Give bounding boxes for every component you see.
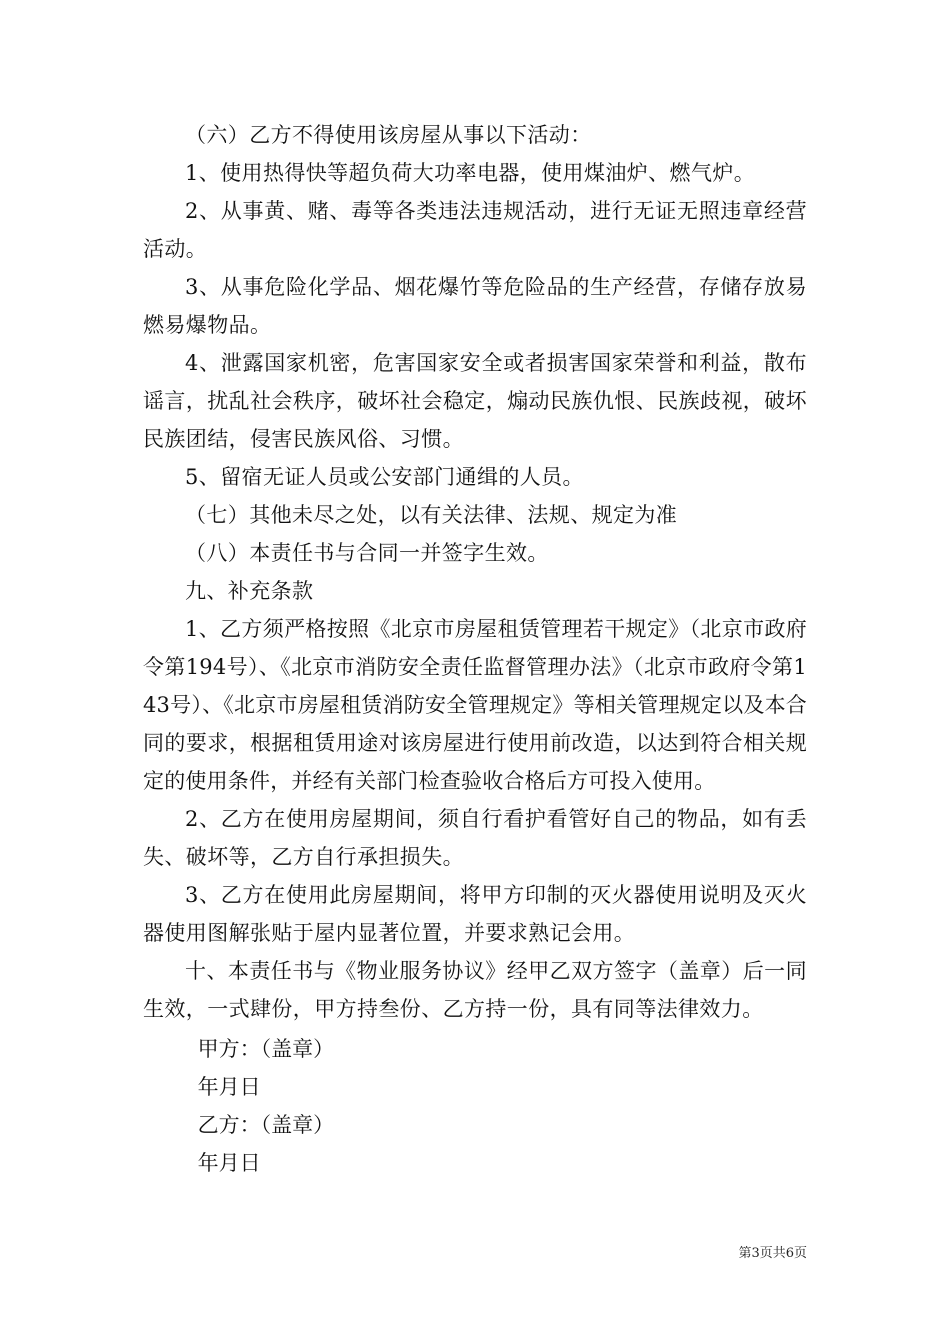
clause-six-heading: （六）乙方不得使用该房屋从事以下活动： bbox=[185, 123, 592, 147]
clause-ten: 十、本责任书与《物业服务协议》经甲乙双方签字（盖章）后一同生效，一式肆份，甲方持叁份、乙方持一份，具有同等法律效力。 bbox=[143, 959, 807, 1021]
party-b-date: 年月日 bbox=[197, 1151, 261, 1175]
document-body bbox=[143, 116, 807, 1182]
page-number: 第3页共6页 bbox=[738, 1246, 807, 1261]
party-b-signature: 乙方：（盖章） bbox=[197, 1113, 335, 1137]
clause-eight: （八）本责任书与合同一并签字生效。 bbox=[185, 541, 549, 565]
clause-six-item-5: 5、留宿无证人员或公安部门通缉的人员。 bbox=[185, 465, 584, 489]
party-a-signature: 甲方：（盖章） bbox=[197, 1037, 335, 1061]
clause-nine-item-1: 1、乙方须严格按照《北京市房屋租赁管理若干规定》（北京市政府令第194号）、《北京市消防安全责任监督管理办法》（北京市政府令第143号）、《北京市房屋租赁消防安全管理规定》等相关管理规定以及本合同的要求，根据租赁用途对该房屋进行使用前改造，以达到符合相关规定的使用条件，并经有关部门检查验收合格后方可投入使用。 bbox=[143, 617, 807, 793]
party-a-date: 年月日 bbox=[197, 1075, 261, 1099]
clause-seven: （七）其他未尽之处，以有关法律、法规、规定为准 bbox=[185, 503, 678, 527]
clause-six-item-4: 4、泄露国家机密，危害国家安全或者损害国家荣誉和利益，散布谣言，扰乱社会秩序，破坏社会稳定，煽动民族仇恨、民族歧视，破坏民族团结，侵害民族风俗、习惯。 bbox=[143, 351, 807, 451]
clause-nine-item-3: 3、乙方在使用此房屋期间，将甲方印制的灭火器使用说明及灭火器使用图解张贴于屋内显著位置，并要求熟记会用。 bbox=[143, 883, 807, 945]
clause-six-item-2: 2、从事黄、赌、毒等各类违法违规活动，进行无证无照违章经营活动。 bbox=[143, 199, 807, 261]
clause-nine-item-2: 2、乙方在使用房屋期间，须自行看护看管好自己的物品，如有丢失、破坏等，乙方自行承担损失。 bbox=[143, 807, 807, 869]
clause-six-item-3: 3、从事危险化学品、烟花爆竹等危险品的生产经营，存储存放易燃易爆物品。 bbox=[143, 275, 807, 337]
clause-nine-heading: 九、补充条款 bbox=[185, 579, 314, 603]
clause-six-item-1: 1、使用热得快等超负荷大功率电器，使用煤油炉、燃气炉。 bbox=[185, 161, 756, 185]
